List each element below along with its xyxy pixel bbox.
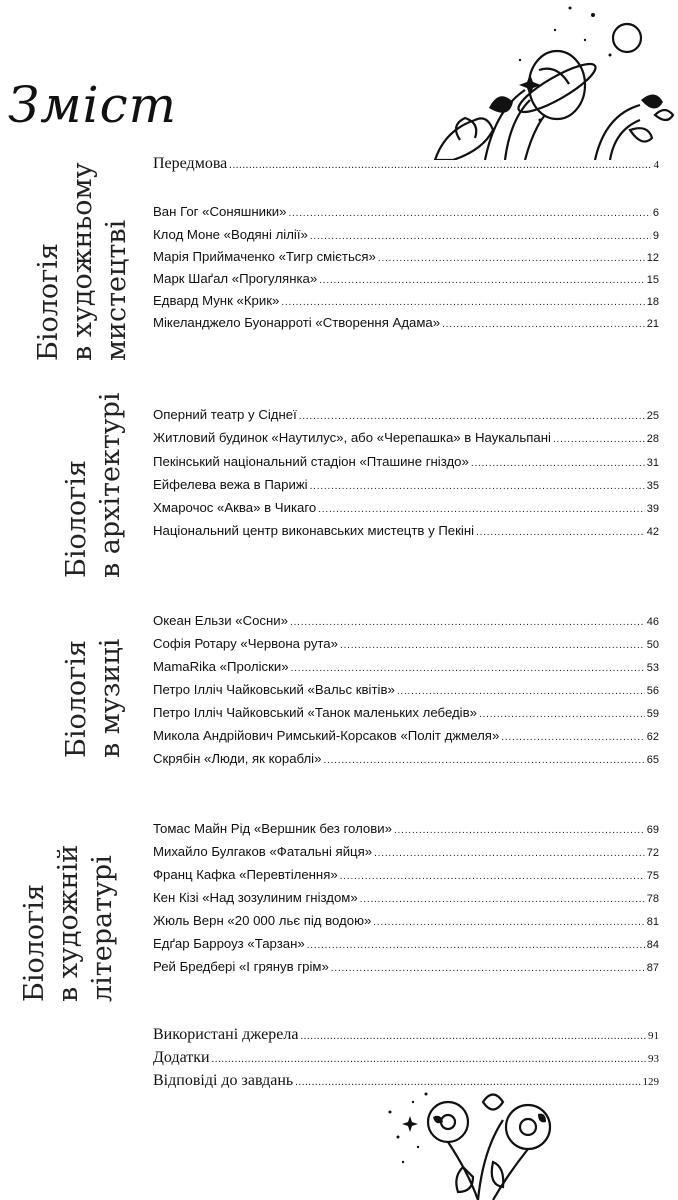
- toc-entry[interactable]: Софія Ротару «Червона рута» ..... 50: [153, 636, 659, 651]
- toc-entry[interactable]: Микола Андрійович Римський-Корсаков «Політ джмеля» ..... 62: [153, 728, 659, 743]
- toc-entry[interactable]: Жюль Верн «20 000 льє під водою» ..... 81: [153, 913, 659, 928]
- planet-flowers-illustration: [405, 0, 678, 160]
- toc-entry[interactable]: MamaRika «Проліски» ..... 53: [153, 659, 659, 674]
- toc-entry-sources[interactable]: Використані джерела ..... 91: [153, 1026, 659, 1044]
- flowers-illustration: [378, 1082, 578, 1200]
- toc-entry[interactable]: Ейфелева вежа в Парижі ..... 35: [153, 477, 659, 492]
- toc-entry[interactable]: Едвард Мунк «Крик» ..... 18: [153, 293, 659, 308]
- page-title: Зміст: [8, 76, 178, 134]
- toc-entry[interactable]: Ван Гог «Соняшники» ..... 6: [153, 204, 659, 219]
- section-label-architecture: Біологія в архітектурі: [61, 392, 126, 578]
- toc-entry[interactable]: Марк Шаґал «Прогулянка» ..... 15: [153, 271, 659, 286]
- toc-entry[interactable]: Мікеланджело Буонарроті «Створення Адама» ..... 21: [153, 315, 659, 330]
- toc-entry[interactable]: Франц Кафка «Перевтілення» ..... 75: [153, 867, 659, 882]
- toc-entry[interactable]: Петро Ілліч Чайковський «Вальс квітів» ..... 56: [153, 682, 659, 697]
- toc-entry[interactable]: Едґар Барроуз «Тарзан» ..... 84: [153, 936, 659, 951]
- toc-entry[interactable]: Рей Бредбері «І грянув грім» ..... 87: [153, 959, 659, 974]
- toc-entry[interactable]: Оперний театр у Сіднеї ..... 25: [153, 407, 659, 422]
- toc-entry-answers[interactable]: Відповіді до завдань ..... 129: [153, 1072, 659, 1090]
- section-label-literature: Біологія в художній літературі: [19, 844, 118, 1002]
- toc-entry[interactable]: Петро Ілліч Чайковський «Танок маленьких лебедів» ..... 59: [153, 705, 659, 720]
- toc-entry[interactable]: Житловий будинок «Наутилус», або «Черепашка» в Наукальпані ..... 28: [153, 430, 659, 445]
- toc-entry[interactable]: Хмарочос «Аква» в Чикаго ..... 39: [153, 500, 659, 515]
- section-label-music: Біологія в музиці: [61, 638, 126, 758]
- toc-entry[interactable]: Скрябін «Люди, як кораблі» ..... 65: [153, 751, 659, 766]
- toc-entry[interactable]: Кен Кізі «Над зозулиним гніздом» ..... 78: [153, 890, 659, 905]
- toc-entry[interactable]: Клод Моне «Водяні лілії» ..... 9: [153, 227, 659, 242]
- toc-entry[interactable]: Марія Приймаченко «Тигр сміється» ..... 12: [153, 249, 659, 264]
- toc-entry-preface[interactable]: Передмова ..... 4: [153, 155, 659, 173]
- toc-entry[interactable]: Пекінський національний стадіон «Пташине гніздо» ..... 31: [153, 454, 659, 469]
- toc-entry-appendices[interactable]: Додатки ..... 93: [153, 1049, 659, 1067]
- toc-entry[interactable]: Томас Майн Рід «Вершник без голови» ..... 69: [153, 821, 659, 836]
- toc-entry[interactable]: Океан Ельзи «Сосни» ..... 46: [153, 613, 659, 628]
- toc-entry[interactable]: Національний центр виконавських мистецтв у Пекіні ..... 42: [153, 523, 659, 538]
- toc-entry[interactable]: Михайло Булгаков «Фатальні яйця» ..... 72: [153, 844, 659, 859]
- section-label-art: Біологія в художньому мистецтві: [33, 162, 132, 361]
